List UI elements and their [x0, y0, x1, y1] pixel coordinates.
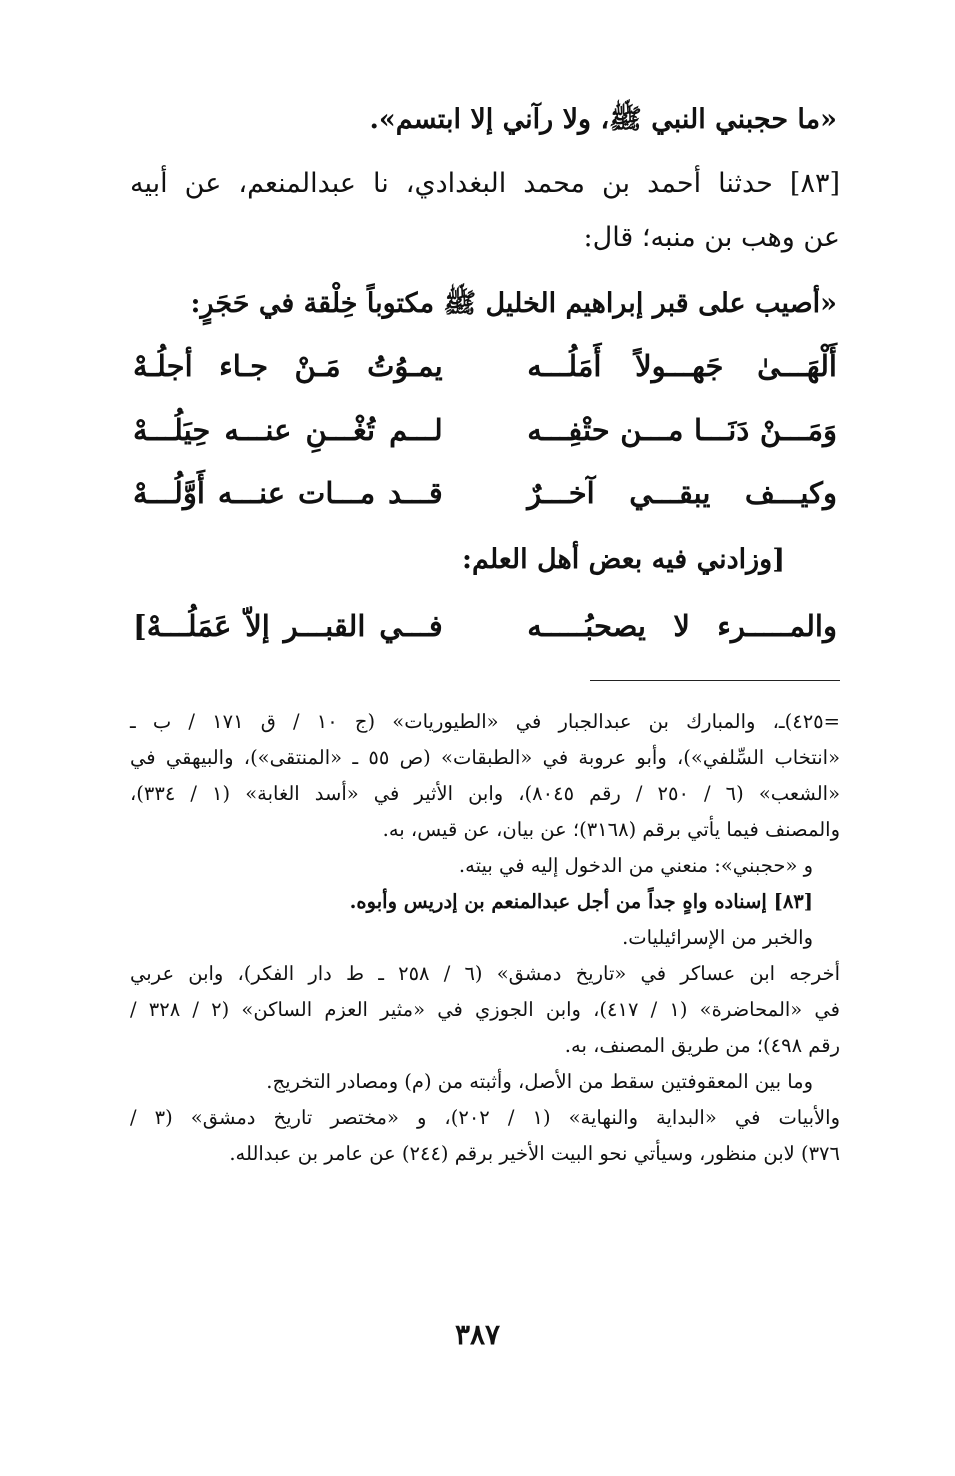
footnote-line-3: «الشعب» (٦ / ٢٥٠ / رقم ٨٠٤٥)، وابن الأثير في «أسد الغابة» (١ / ٣٣٤)، [130, 782, 840, 805]
footnote-line-11: وما بين المعقوفتين سقط من الأصل، وأثبته من (م) ومصادر التخريج. [266, 1070, 813, 1093]
verse-4-first-hemistich: والمـــــرء لا يصحبُـــــه [527, 609, 837, 643]
hadith-83-line-2: عن وهب بن منبه؛ قال: [583, 222, 840, 253]
hadith-83-line-1: [٨٣] حدثنا أحمد بن محمد البغدادي، نا عبدالمنعم، عن أبيه [130, 168, 840, 199]
footnote-line-2: «انتخاب السِّلفي»)، وأبو عروبة في «الطبقات» (ص ٥٥ ـ «المنتقى»)، والبيهقي في [130, 746, 840, 769]
inscription-intro: «أصيب على قبر إبراهيم الخليل ﷺ مكتوباً خِلْقة في حَجَرٍ: [190, 288, 837, 319]
footnote-line-5: و «حجبني»: منعني من الدخول إليه في بيته. [458, 854, 813, 877]
addition-intro: [وزادني فيه بعض أهل العلم: [462, 544, 785, 575]
page-number: ٣٨٧ [454, 1318, 501, 1351]
footnote-83-heading: [٨٣] إسناده واهٍ جداً من أجل عبدالمنعم بن إدريس وأبوه. [349, 890, 813, 913]
verse-1-second-hemistich: يمـوُتُ مَـنْ جـاء أجلُـهْ [133, 349, 443, 383]
verse-4 [133, 603, 837, 649]
verse-2-first-hemistich: وَمَـــنْ دَنَـــا مـــن حتْفِـــه [527, 413, 837, 447]
verse-4-second-hemistich: فـــي القبـــر إلاّ عَمَلُـــهْ] [133, 609, 443, 643]
footnote-line-9: في «المحاضرة» (١ / ٤١٧)، وابن الجوزي في «مثير العزم الساكن» (٢ / ٣٢٨ / [130, 998, 840, 1021]
verse-2 [133, 407, 837, 453]
footnote-line-12: والأبيات في «البداية والنهاية» (١ / ٢٠٢)، و «مختصر تاريخ دمشق» (٣ / [130, 1106, 841, 1129]
verse-1-first-hemistich: أَلْهَـــىٰ جَهـــولاً أَمَلُـــه [527, 349, 837, 383]
verse-2-second-hemistich: لـــم تُغْـــنِ عنـــه حِيَلُـــهْ [133, 413, 443, 447]
footnote-line-1: =٤٢٥)ـ، والمبارك بن عبدالجبار في «الطيوريات» (ج ١٠ / ق ١٧١ / ب ـ [130, 710, 840, 733]
footnote-line-4: والمصنف فيما يأتي برقم (٣١٦٨)؛ عن بيان، عن قيس، به. [382, 818, 840, 841]
verse-3-second-hemistich: قـــد مـــات عنـــه أَوَّلُـــهْ [133, 476, 443, 510]
footnote-separator [590, 680, 840, 681]
verse-3 [133, 470, 837, 516]
verse-3-first-hemistich: وكيـــف يبقـــي آخـــرٌ [527, 476, 837, 510]
footnote-line-10: رقم ٤٩٨)؛ من طريق المصنف، به. [564, 1034, 840, 1057]
hadith-end-line: «ما حجبني النبي ﷺ، ولا رآني إلا ابتسم». [369, 104, 837, 135]
footnote-line-7: والخبر من الإسرائيليات. [622, 926, 813, 949]
footnote-line-13: ٣٧٦) لابن منظور، وسيأتي نحو البيت الأخير برقم (٢٤٤) عن عامر بن عبدالله. [229, 1142, 840, 1165]
verse-1 [133, 343, 837, 389]
footnote-line-8: أخرجه ابن عساكر في «تاريخ دمشق» (٦ / ٢٥٨ ـ ط دار الفكر)، وابن عربي [130, 962, 840, 985]
